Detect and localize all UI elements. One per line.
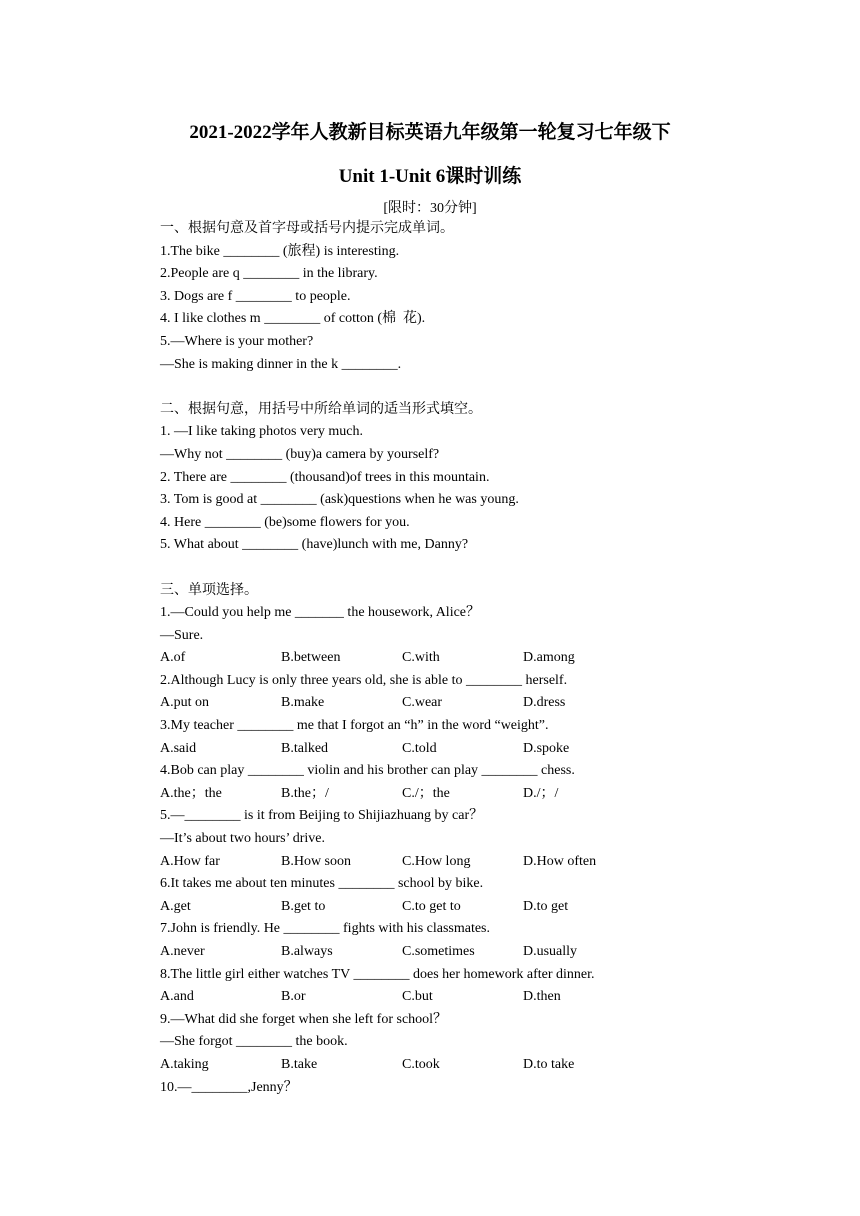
question-line: —Why not ________ (buy)a camera by yourself? <box>160 446 440 462</box>
answer-options <box>160 896 780 919</box>
answer-options <box>160 738 780 761</box>
option: C.to get to <box>402 898 461 914</box>
question-line: —She forgot ________ the book. <box>160 1034 348 1050</box>
option: A.said <box>160 740 197 756</box>
option: A.of <box>160 650 186 666</box>
option: C.told <box>402 740 437 756</box>
answer-options <box>160 692 780 715</box>
answer-options <box>160 986 780 1009</box>
option: B.always <box>281 944 333 959</box>
option: D.usually <box>523 944 578 959</box>
question-line: 5.—________ is it from Beijing to Shijiazhuang by car？ <box>160 808 484 824</box>
question-line: 1.—Could you help me _______ the housework, Alice？ <box>160 605 481 621</box>
question-line: 1. —I like taking photos very much. <box>160 424 363 440</box>
question-line: 3. Tom is good at ________ (ask)questions when he was young. <box>160 492 519 508</box>
option: A.the；the <box>160 785 222 801</box>
option: D.How often <box>523 853 597 869</box>
answer-options <box>160 941 780 964</box>
answer-options <box>160 647 780 670</box>
question-line: 4. I like clothes m ________ of cotton (棉 花). <box>160 311 426 327</box>
spacer <box>160 376 780 399</box>
option: B.How soon <box>281 853 352 869</box>
answer-options <box>160 1054 780 1077</box>
option: B.make <box>281 695 325 711</box>
option: D.to get <box>523 898 569 914</box>
question-line: 6.It takes me about ten minutes ________ school by bike. <box>160 876 484 892</box>
option: B.between <box>281 650 341 666</box>
option: D.to take <box>523 1056 575 1072</box>
answer-options <box>160 851 780 874</box>
question-line: 4.Bob can play ________ violin and his brother can play ________ chess. <box>160 763 575 779</box>
question-line: 5.—Where is your mother? <box>160 333 314 349</box>
option: A.and <box>160 989 194 1005</box>
option: B.the；/ <box>281 785 329 801</box>
option: C.with <box>402 650 440 666</box>
exercise-content <box>160 218 780 1099</box>
section-2-heading: 二、根据句意，用括号中所给单词的适当形式填空。 <box>160 401 482 417</box>
question-line: 7.John is friendly. He ________ fights with his classmates. <box>160 921 491 937</box>
answer-options <box>160 783 780 806</box>
option: D.spoke <box>523 740 570 756</box>
question-line: 9.—What did she forget when she left for school？ <box>160 1011 448 1027</box>
time-limit: [限时：30分钟] <box>383 201 477 216</box>
option: D.then <box>523 989 561 1005</box>
option: A.never <box>160 944 205 959</box>
option: C.took <box>402 1056 440 1072</box>
option: B.get to <box>281 898 326 914</box>
question-line: 5. What about ________ (have)lunch with me, Danny? <box>160 537 469 553</box>
option: A.taking <box>160 1056 209 1072</box>
question-line: 10.—________,Jenny？ <box>160 1079 298 1095</box>
option: A.get <box>160 898 191 914</box>
option: D.dress <box>523 695 566 711</box>
question-line: 3. Dogs are f ________ to people. <box>160 288 351 304</box>
option: C.How long <box>402 853 471 869</box>
question-line: —It’s about two hours’ drive. <box>160 831 325 847</box>
question-line: 3.My teacher ________ me that I forgot an “h” in the word “weight”. <box>160 718 549 734</box>
question-line: —She is making dinner in the k ________. <box>160 356 402 372</box>
question-line: 2. There are ________ (thousand)of trees in this mountain. <box>160 469 490 485</box>
option: C.wear <box>402 695 443 711</box>
option: B.or <box>281 989 306 1005</box>
section-3-heading: 三、单项选择。 <box>160 582 258 598</box>
question-line: 2.Although Lucy is only three years old, she is able to ________ herself. <box>160 672 568 688</box>
question-line: 1.The bike ________ (旅程) is interesting. <box>160 243 400 259</box>
option: D./；/ <box>523 785 559 801</box>
question-line: 4. Here ________ (be)some flowers for you. <box>160 514 410 530</box>
option: B.talked <box>281 740 329 756</box>
option: C.sometimes <box>402 944 475 959</box>
question-line: 8.The little girl either watches TV ________ does her homework after dinner. <box>160 966 595 982</box>
document-subtitle: Unit 1-Unit 6课时训练 <box>338 166 522 187</box>
spacer <box>160 557 780 580</box>
document-title: 2021-2022学年人教新目标英语九年级第一轮复习七年级下 <box>189 122 671 143</box>
question-line: 2.People are q ________ in the library. <box>160 266 378 282</box>
option: D.among <box>523 650 575 666</box>
option: A.put on <box>160 695 209 711</box>
option: A.How far <box>160 853 220 869</box>
option: B.take <box>281 1056 318 1072</box>
option: C./；the <box>402 785 450 801</box>
option: C.but <box>402 989 433 1005</box>
question-line: —Sure. <box>160 627 204 643</box>
section-1-heading: 一、根据句意及首字母或括号内提示完成单词。 <box>160 221 454 236</box>
